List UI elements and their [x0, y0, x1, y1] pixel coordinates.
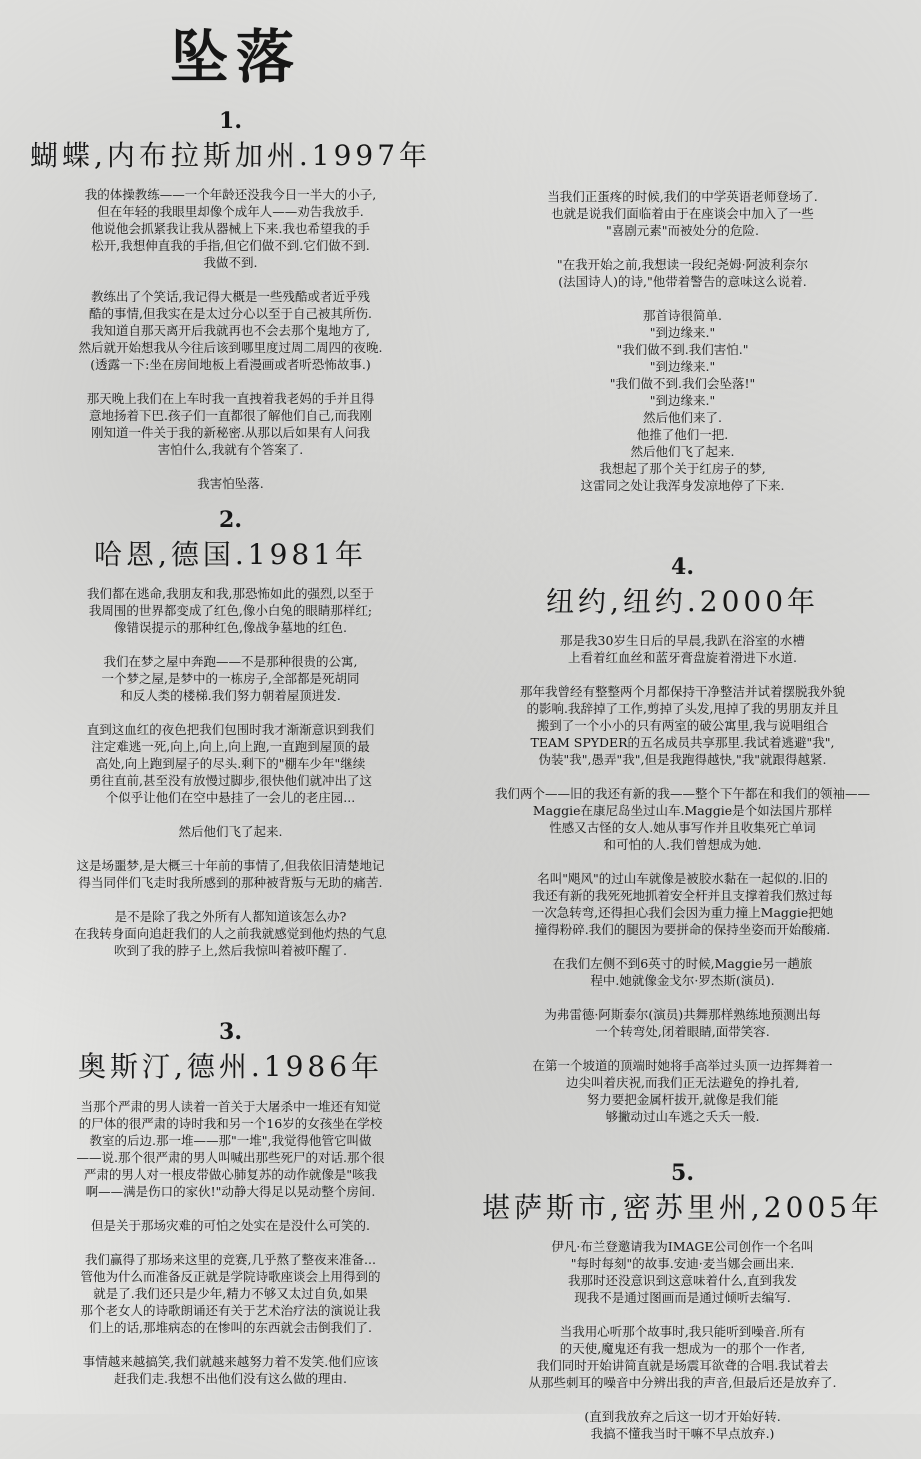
paragraph: 那年我曾经有整整两个月都保持干净整洁并试着摆脱我外貌 的影响.我辞掉了工作,剪掉了头发,甩掉了我的男朋友并且 搬到了一个小小的只有两室的破公寓里,我与说唱组合 TEAM SPYDER的五名成员共享那里.我试着逃避"我", 伪装"我",愚弄"我",但是我跑得越快,"我"就跟得越紧.	[519, 684, 845, 768]
section-3	[18, 1021, 443, 1386]
section-heading: 蝴蝶,内布拉斯加州.1997年	[29, 139, 432, 172]
section-2	[18, 509, 443, 959]
left-column	[18, 110, 443, 1404]
paragraph: 这是场噩梦,是大概三十年前的事情了,但我依旧清楚地记 得当同伴们飞走时我所感到的那种被背叛与无助的痛苦.	[76, 858, 385, 891]
paragraph: 在第一个坡道的顶端时她将手高举过头顶一边挥舞着一 边尖叫着庆祝,而我们正无法避免的挣扎着, 努力要把金属杆拔开,就像是我们能 够撇动过山车逃之夭夭一般.	[532, 1058, 833, 1125]
section-heading: 堪萨斯市,密苏里州,2005年	[481, 1191, 884, 1225]
paragraph: 我害怕坠落.	[197, 476, 264, 492]
paragraph: 在我们左侧不到6英寸的时候,Maggie另一趟旅 程中.她就像金戈尔·罗杰斯(演员).	[552, 956, 813, 989]
paragraph: 当我用心听那个故事时,我只能听到噪音.所有 的天使,魔鬼还有我一想成为一的那个一作者, 我们同时开始讲简直就是场震耳欲聋的合唱.我试着去 从那些刺耳的噪音中分辨出我的声音,但最后还是放弃了.	[528, 1324, 837, 1391]
paragraph: 为弗雷德·阿斯泰尔(演员)共舞那样熟练地预测出每 一个转弯处,闭着眼睛,面带笑容.	[544, 1007, 821, 1040]
paragraph: 我的体操教练——一个年龄还没我今日一半大的小子, 但在年轻的我眼里却像个成年人——劝告我放手. 他说他会抓紧我让我从器械上下来.我也希望我的手 松开,我想伸直我的手指,但它们做不到.它们做不到. 我做不到.	[84, 187, 377, 271]
spacer	[18, 976, 443, 1021]
paragraph: (直到我放弃之后这一切才开始好转. 我搞不懂我当时干嘛不早点放弃.)	[584, 1409, 781, 1442]
paragraph: 我们在梦之屋中奔跑——不是那种很贵的公寓, 一个梦之屋,是梦中的一栋房子,全部都是死胡同 和反人类的楼梯.我们努力朝着屋顶进发.	[101, 654, 360, 704]
spacer	[470, 511, 895, 556]
section-3-continued	[470, 188, 895, 494]
paragraph: 伊凡·布兰登邀请我为IMAGE公司创作一个名叫 "每时每刻"的故事.安迪·麦当娜会画出来. 我那时还没意识到这意味着什么,直到我发 现我不是通过图画而是通过倾听去编写.	[551, 1239, 814, 1306]
paragraph: 然后他们飞了起来.	[178, 824, 283, 840]
section-heading: 纽约,纽约.2000年	[545, 585, 820, 618]
section-number: 2.	[219, 507, 242, 534]
paragraph: 我们赢得了那场来这里的竞赛,几乎熬了整夜来准备... 管他为什么而准备反正就是学院诗歌座谈会上用得到的 就是了.我们还只是少年,精力不够又太过自负,如果 那个老女人的诗歌朗诵还有关于艺术治疗法的演说让我 们上的话,那堆病态的在惨叫的东西就会击倒我们了.	[80, 1251, 381, 1335]
section-number: 5.	[671, 1160, 694, 1187]
paragraph: "在我开始之前,我想读一段纪尧姆·阿波利奈尔 (法国诗人)的诗,"他带着警告的意味这么说着.	[556, 257, 809, 289]
paragraph: 教练出了个笑话,我记得大概是一些残酷或者近乎残 酷的事情,但我实在是太过分心以至于自己被其所伤. 我知道自那天离开后我就再也不会去那个鬼地方了, 然后就开始想我从今往后该到哪里度过周二周四的夜晚. (透露一下:坐在房间地板上看漫画或者听恐怖故事.)	[78, 289, 383, 373]
paragraph: 直到这血红的夜色把我们包围时我才渐渐意识到我们 注定难逃一死,向上,向上,向上跑,一直跑到屋顶的最 高处,向上跑到屋子的尽头.剩下的"棚车少年"继续 勇往直前,甚至没有放慢过脚步,很快他们就冲出了这 个似乎让他们在空中悬挂了一会儿的老庄园...	[86, 722, 375, 806]
section-number: 1.	[219, 108, 242, 134]
paragraph: 名叫"飓风"的过山车就像是被胶水黏在一起似的.旧的 我还有新的我死死地抓着安全杆并且支撑着我们熬过每 一次急转弯,还得担心我们会因为重力撞上Maggie把她 撞得粉碎.我们的腿因为要拼命的保持坐姿而开始酸痛.	[531, 871, 834, 938]
section-5	[470, 1162, 895, 1442]
section-number: 4.	[671, 554, 694, 580]
spacer	[470, 1142, 895, 1162]
section-4	[470, 556, 895, 1125]
paragraph: 那首诗很简单. "到边缘来." "我们做不到.我们害怕." "到边缘来." "我们做不到.我们会坠落!" "到边缘来." 然后他们来了. 他推了他们一把. 然后他们飞了起来. 我想起了那个关于红房子的梦, 这雷同之处让我浑身发凉地停了下来.	[580, 308, 785, 493]
right-column	[470, 188, 895, 1459]
page-title: 坠落	[170, 23, 303, 91]
paragraph: 那是我30岁生日后的早晨,我趴在浴室的水槽 上看着红血丝和蓝牙膏盘旋着滑进下水道.	[560, 633, 805, 666]
section-heading: 奥斯汀,德州.1986年	[77, 1050, 384, 1084]
section-number: 3.	[219, 1019, 242, 1046]
paragraph: 但是关于那场灾难的可怕之处实在是没什么可笑的.	[91, 1217, 370, 1233]
paragraph: 那天晚上我们在上车时我一直拽着我老妈的手并且得 意地扬着下巴.孩子们一直都很了解他们自己,而我刚 刚知道一件关于我的新秘密.从那以后如果有人问我 害怕什么,我就有个答案了.	[86, 391, 375, 458]
section-1	[18, 110, 443, 492]
paragraph: 是不是除了我之外所有人都知道该怎么办? 在我转身面向追赶我们的人之前我就感觉到他灼热的气息 吹到了我的脖子上,然后我惊叫着被吓醒了.	[74, 909, 387, 959]
paragraph: 事情越来越搞笑,我们就越来越努力着不发笑.他们应该 赶我们走.我想不出他们没有这么做的理由.	[82, 1353, 379, 1386]
paragraph: 当我们正蛋疼的时候,我们的中学英语老师登场了. 也就是说我们面临着由于在座谈会中加入了一些 "喜剧元素"而被处分的危险.	[547, 189, 818, 238]
paragraph: 我们都在逃命,我朋友和我,那恐怖如此的强烈,以至于 我周围的世界都变成了红色,像小白兔的眼睛那样红; 像错误提示的那种红色,像战争墓地的红色.	[87, 586, 374, 636]
section-heading: 哈恩,德国.1981年	[93, 538, 368, 572]
paragraph: 当那个严肃的男人读着一首关于大屠杀中一堆还有知觉 的尸体的很严肃的诗时我和另一个16岁的女孩坐在学校 教室的后边.那一堆——那"一堆",我觉得他管它叫做 ——说.那个很严肃的男人叫喊出那些死尸的对话.那个很 严肃的男人对一根皮带做心肺复苏的动作就像是"咳我 啊——满是伤口的家伙!"动静大得足以晃动整个房间.	[76, 1098, 385, 1199]
paragraph: 我们两个——旧的我还有新的我——整个下午都在和我们的领袖—— Maggie在康尼岛坐过山车.Maggie是个如法国片那样 性感又古怪的女人.她从事写作并且收集死亡单词 和可怕的人.我们曾想成为她.	[494, 786, 870, 853]
